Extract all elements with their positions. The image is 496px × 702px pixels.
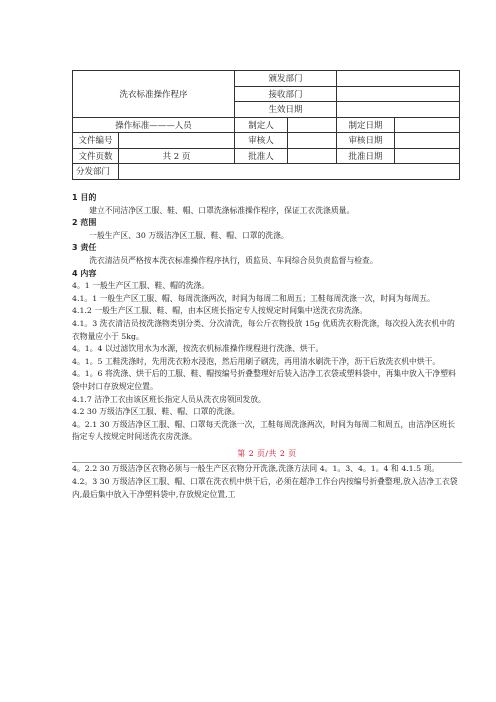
page-count-label: 文件页数 bbox=[73, 148, 119, 164]
clause-4-1: 4。1 一般生产区工服、鞋、帽的洗涤。 bbox=[72, 281, 210, 291]
clause-4-1-1: 4.1。1 一般生产区工服、帽、每周洗涤两次，时间为每周二和周五；工鞋每周洗涤一次，时间为每周五。 bbox=[72, 293, 435, 303]
review-date-value bbox=[395, 133, 460, 149]
receive-dept-value bbox=[337, 86, 460, 102]
section-3-text: 洗衣清洁员严格按本洗衣标准操作程序执行，质监员、车间综合员负责监督与检查。 bbox=[89, 255, 378, 265]
file-no-label: 文件编号 bbox=[73, 133, 119, 149]
page-count-value: 共 2 页 bbox=[119, 148, 235, 164]
file-no-value bbox=[119, 133, 235, 149]
receive-dept-label: 接收部门 bbox=[235, 86, 337, 102]
drafter-label: 制定人 bbox=[235, 117, 288, 133]
drafter-value bbox=[288, 117, 337, 133]
draft-date-value bbox=[395, 117, 460, 133]
clause-4-2-1: 4。2.1 30 万级洁净区工服、帽、口罩每天洗涤一次，工鞋每周洗涤两次，时间为每周二和周五，由洁净区班长指定专人按规定时间送洗衣房洗涤。 bbox=[72, 419, 456, 442]
document-body bbox=[72, 192, 462, 501]
effective-date-value bbox=[337, 102, 460, 118]
effective-date-label: 生效日期 bbox=[235, 102, 337, 118]
reviewer-label: 审核人 bbox=[235, 133, 288, 149]
clause-4-2-2: 4。2.2 30 万级洁净区衣物必须与一般生产区衣物分开洗涤,洗涤方法同 4。1。3、4。1。4 和 4.1.5 项。 bbox=[72, 464, 440, 474]
section-2-heading: 2 范围 bbox=[72, 218, 97, 228]
clause-4-1-4: 4。1。4 以过滤饮用水为水源，按洗衣机标准操作规程进行洗涤、烘干。 bbox=[72, 344, 324, 354]
clause-4-2: 4.2 30 万级洁净区工服、鞋、帽、口罩的洗涤。 bbox=[72, 407, 240, 417]
approve-date-value bbox=[395, 148, 460, 164]
distribution-value bbox=[119, 164, 460, 180]
op-standard-cell: 操作标准———人员 bbox=[73, 117, 235, 133]
approver-label: 批准人 bbox=[235, 148, 288, 164]
page-marker: 第 2 页/共 2 页 bbox=[237, 448, 297, 458]
clause-4-1-2: 4.1.2 一般生产区工服、鞋、帽，由本区班长指定专人按规定时间集中送洗衣房洗涤。 bbox=[72, 306, 368, 316]
approve-date-label: 批准日期 bbox=[337, 148, 395, 164]
issue-dept-label: 颁发部门 bbox=[235, 71, 337, 87]
clause-4-1-6: 4。1。6 将洗涤、烘干后的工服、鞋、帽按编号折叠整理好后装入洁净工衣袋或塑料袋中，再集中放入干净塑料袋中封口存放规定位置。 bbox=[72, 369, 456, 391]
section-3-heading: 3 责任 bbox=[72, 243, 97, 253]
review-date-label: 审核日期 bbox=[337, 133, 395, 149]
section-2-text: 一般生产区、30 万级洁净区工服、鞋、帽、口罩的洗涤。 bbox=[89, 230, 289, 240]
reviewer-value bbox=[288, 133, 337, 149]
clause-4-1-7: 4.1.7 洁净工衣由该区班长指定人员从洗衣房领回发放。 bbox=[72, 394, 266, 404]
clause-4-1-5: 4。1。5 工鞋洗涤时，先用洗衣粉水浸泡，然后用刷子刷洗，再用清水刷洗干净，沥干后放洗衣机中烘干。 bbox=[72, 356, 441, 366]
doc-title-cell: 洗衣标准操作程序 bbox=[73, 71, 235, 118]
issue-dept-value bbox=[337, 71, 460, 87]
approver-value bbox=[288, 148, 337, 164]
draft-date-label: 制定日期 bbox=[337, 117, 395, 133]
clause-4-2-3: 4.2。3 30 万级洁净区工服、帽、口罩在洗衣机中烘干后，必须在超净工作台内按编号折叠整理,放入洁净工衣袋内,最后集中放入干净塑料袋中,存放规定位置,工 bbox=[72, 477, 458, 499]
clause-4-1-3: 4.1。3 洗衣清洁员按洗涤物类别分类、分次清洗，每公斤衣物投放 15g 优质洗衣粉洗涤，每次投入洗衣机中的衣物量应小于 5kg。 bbox=[72, 318, 455, 341]
document-header-table bbox=[72, 70, 460, 180]
section-1-text: 建立不同洁净区工服、鞋、帽、口罩洗涤标准操作程序，保证工衣洗涤质量。 bbox=[89, 205, 355, 215]
section-1-heading: 1 目的 bbox=[72, 193, 97, 202]
section-4-heading: 4 内容 bbox=[72, 268, 97, 278]
distribution-label: 分发部门 bbox=[73, 164, 119, 180]
